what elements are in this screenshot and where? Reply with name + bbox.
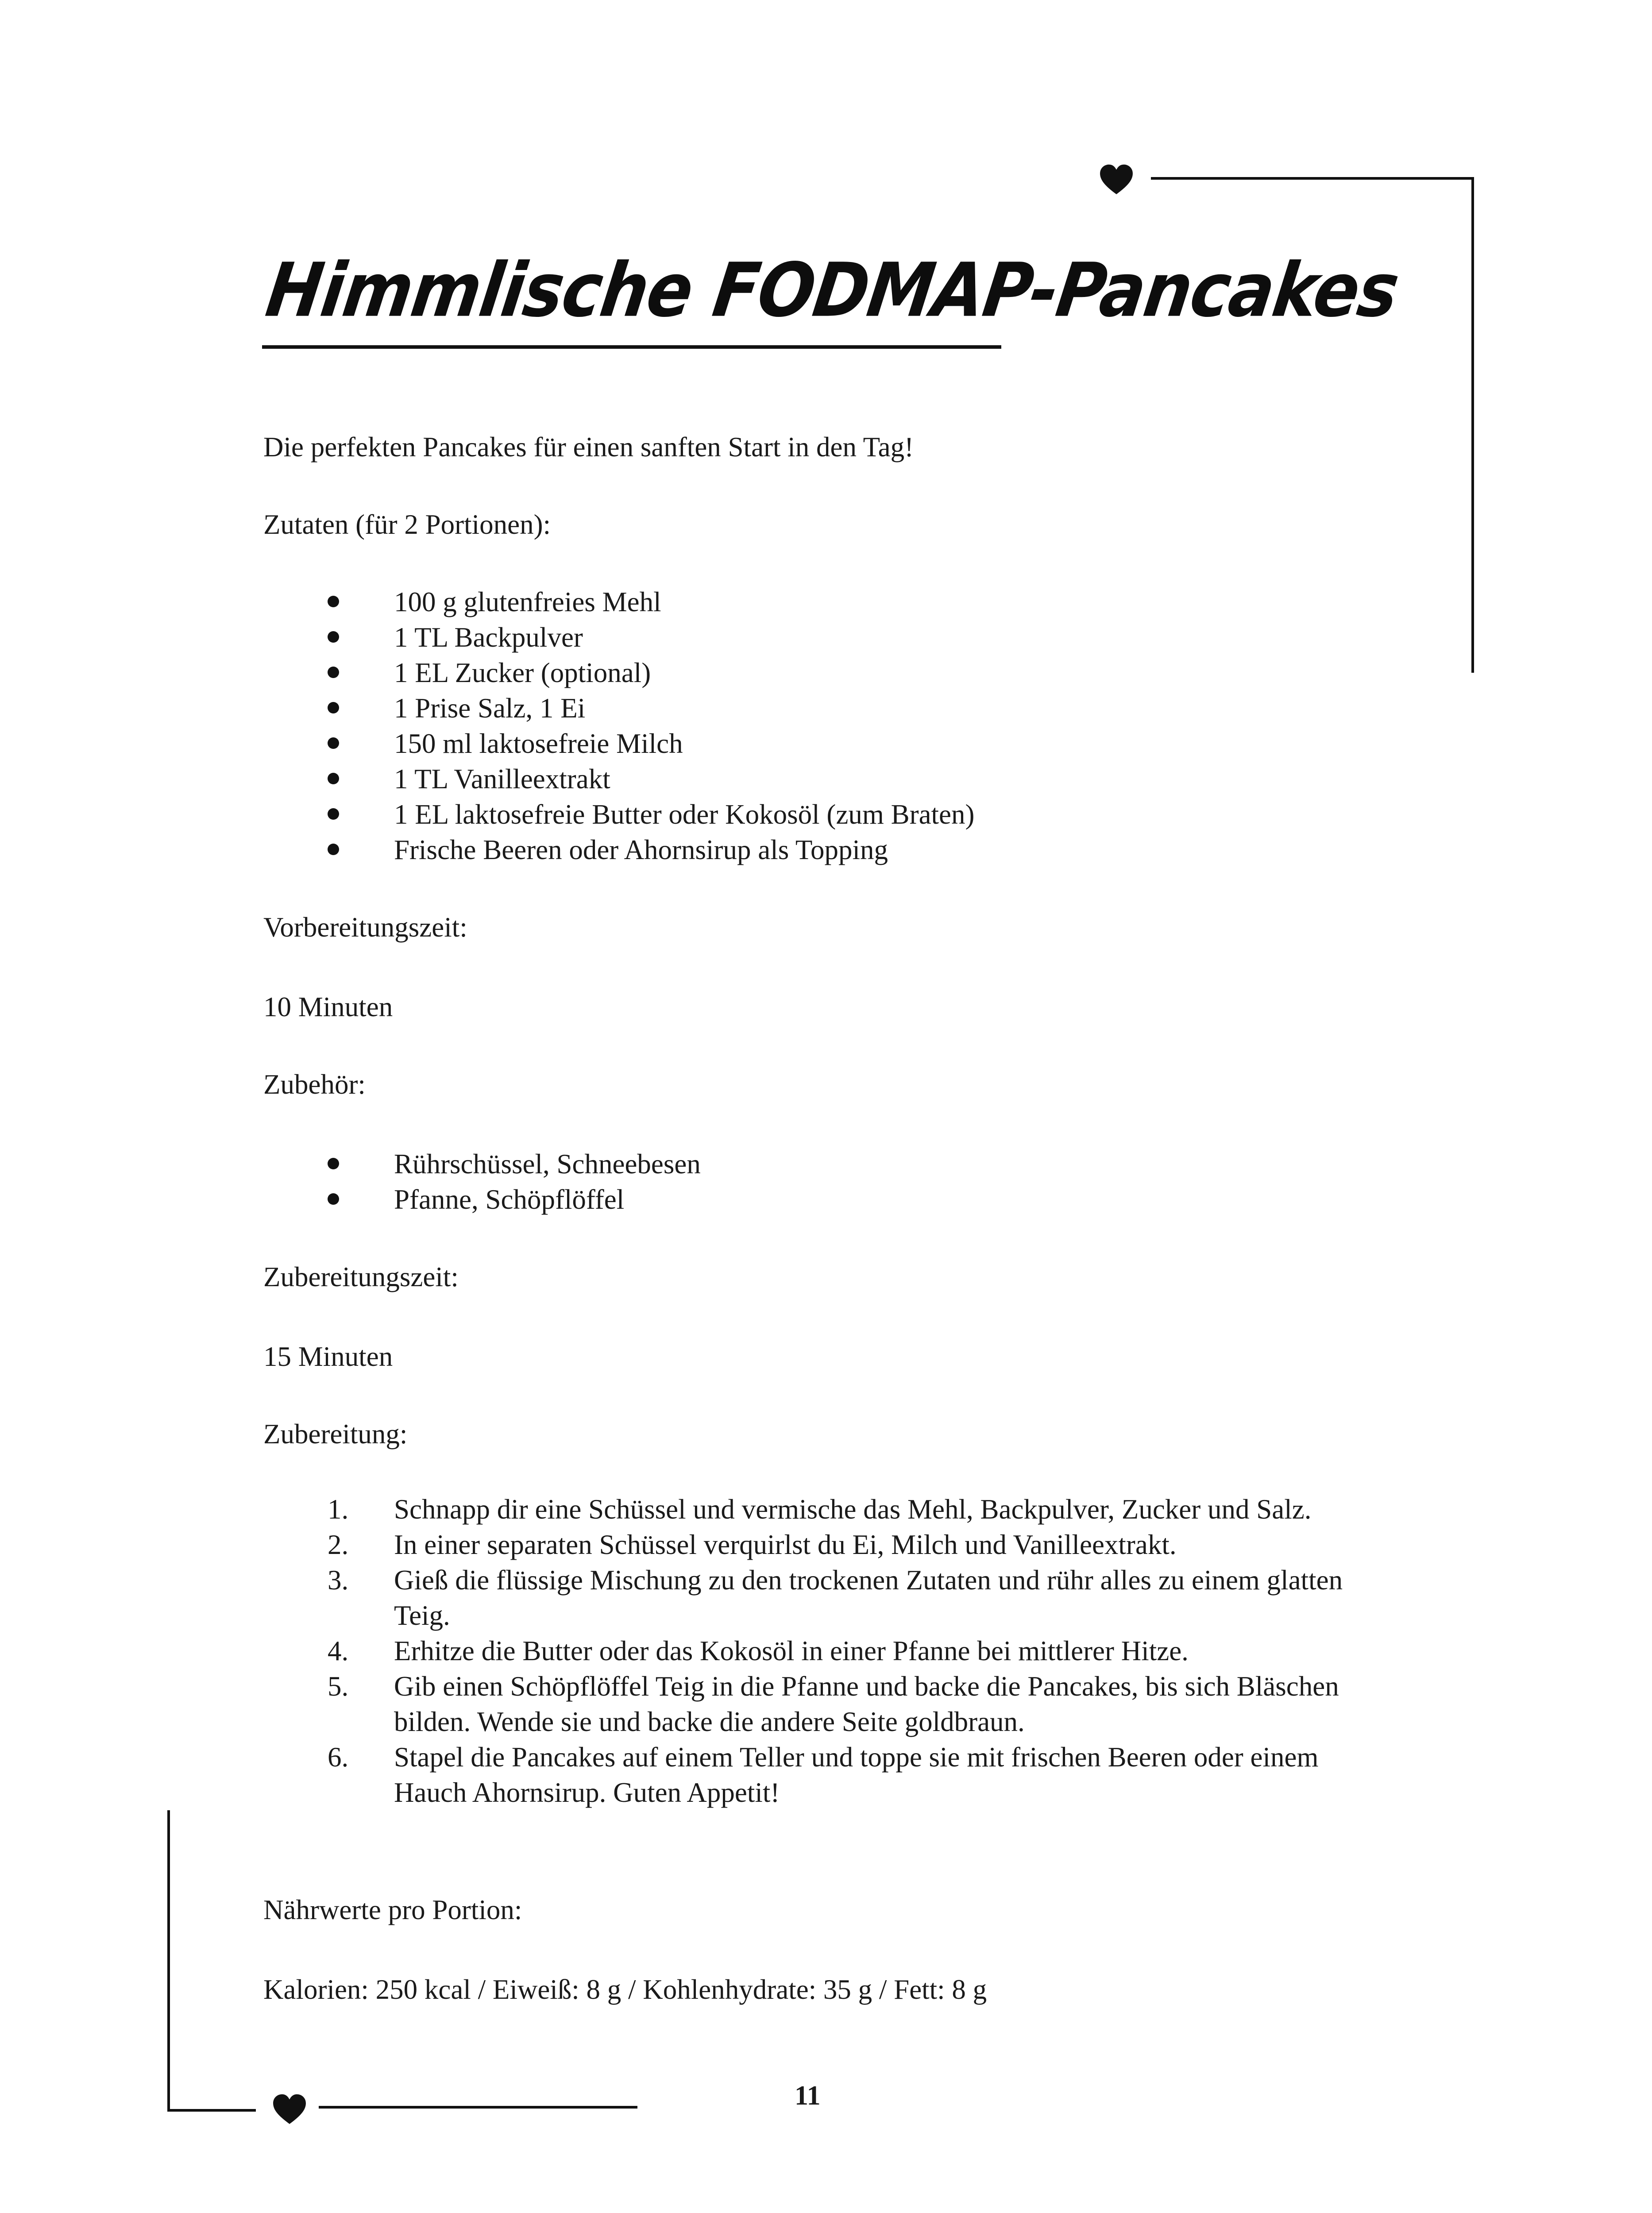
preparation-steps	[328, 1492, 1390, 1810]
bullet-icon	[328, 1158, 339, 1169]
list-item: 2. In einer separaten Schüssel verquirlst du Ei, Milch und Vanilleextrakt.	[328, 1529, 1177, 1560]
cook-time-heading: Zubereitungszeit:	[263, 1261, 459, 1292]
list-item: 150 ml laktosefreie Milch	[328, 726, 975, 761]
list-item: 6. Stapel die Pancakes auf einem Teller und toppe sie mit frischen Beeren oder einem Hauch Ahornsirup. Guten Appetit!	[328, 1742, 1319, 1808]
list-item: 3. Gieß die flüssige Mischung zu den trockenen Zutaten und rühr alles zu einem glatten Teig.	[328, 1565, 1343, 1631]
bullet-icon	[328, 737, 339, 749]
prep-time-heading: Vorbereitungszeit:	[263, 912, 467, 943]
bullet-icon	[328, 667, 339, 678]
intro-text: Die perfekten Pancakes für einen sanften Start in den Tag!	[263, 432, 914, 463]
bullet-icon	[328, 702, 339, 713]
frame-bottom-line-right	[319, 2106, 637, 2109]
page-number: 11	[795, 2081, 821, 2111]
list-item: 4. Erhitze die Butter oder das Kokosöl in einer Pfanne bei mittlerer Hitze.	[328, 1635, 1189, 1666]
list-item: Pfanne, Schöpflöffel	[328, 1182, 701, 1217]
list-item: 1 EL Zucker (optional)	[328, 655, 975, 690]
list-item: 1 EL laktosefreie Butter oder Kokosöl (zum Braten)	[328, 797, 975, 832]
heart-icon	[271, 2091, 308, 2128]
bullet-icon	[328, 596, 339, 607]
frame-top-line	[1151, 177, 1474, 180]
list-item: 1 Prise Salz, 1 Ei	[328, 690, 975, 726]
bullet-icon	[328, 808, 339, 820]
page-title: Himmlische FODMAP-Pancakes	[261, 247, 1404, 334]
list-item: 100 g glutenfreies Mehl	[328, 584, 975, 620]
bullet-icon	[328, 773, 339, 784]
prep-time-value: 10 Minuten	[263, 991, 393, 1022]
equipment-list	[328, 1146, 701, 1217]
frame-bottom-line-left	[167, 2109, 256, 2112]
preparation-heading: Zubereitung:	[263, 1419, 408, 1450]
ingredients-heading: Zutaten (für 2 Portionen):	[263, 509, 551, 540]
list-item: Rührschüssel, Schneebesen	[328, 1146, 701, 1182]
frame-right-line	[1471, 177, 1474, 673]
list-item: 1. Schnapp dir eine Schüssel und vermische das Mehl, Backpulver, Zucker und Salz.	[328, 1494, 1312, 1525]
nutrition-heading: Nährwerte pro Portion:	[263, 1894, 522, 1925]
title-underline	[262, 345, 1001, 349]
ingredients-list	[328, 584, 975, 867]
list-item: Frische Beeren oder Ahornsirup als Topping	[328, 832, 975, 867]
equipment-heading: Zubehör:	[263, 1069, 366, 1100]
frame-left-line	[167, 1810, 170, 2111]
cook-time-value: 15 Minuten	[263, 1341, 393, 1372]
list-item: 1 TL Backpulver	[328, 620, 975, 655]
nutrition-value: Kalorien: 250 kcal / Eiweiß: 8 g / Kohlenhydrate: 35 g / Fett: 8 g	[263, 1974, 987, 2005]
bullet-icon	[328, 844, 339, 855]
bullet-icon	[328, 1193, 339, 1205]
bullet-icon	[328, 631, 339, 643]
list-item: 1 TL Vanilleextrakt	[328, 761, 975, 797]
heart-icon	[1098, 162, 1135, 199]
list-item: 5. Gib einen Schöpflöffel Teig in die Pfanne und backe die Pancakes, bis sich Bläschen bilden. Wende sie und backe die andere Seite goldbraun.	[328, 1671, 1339, 1737]
